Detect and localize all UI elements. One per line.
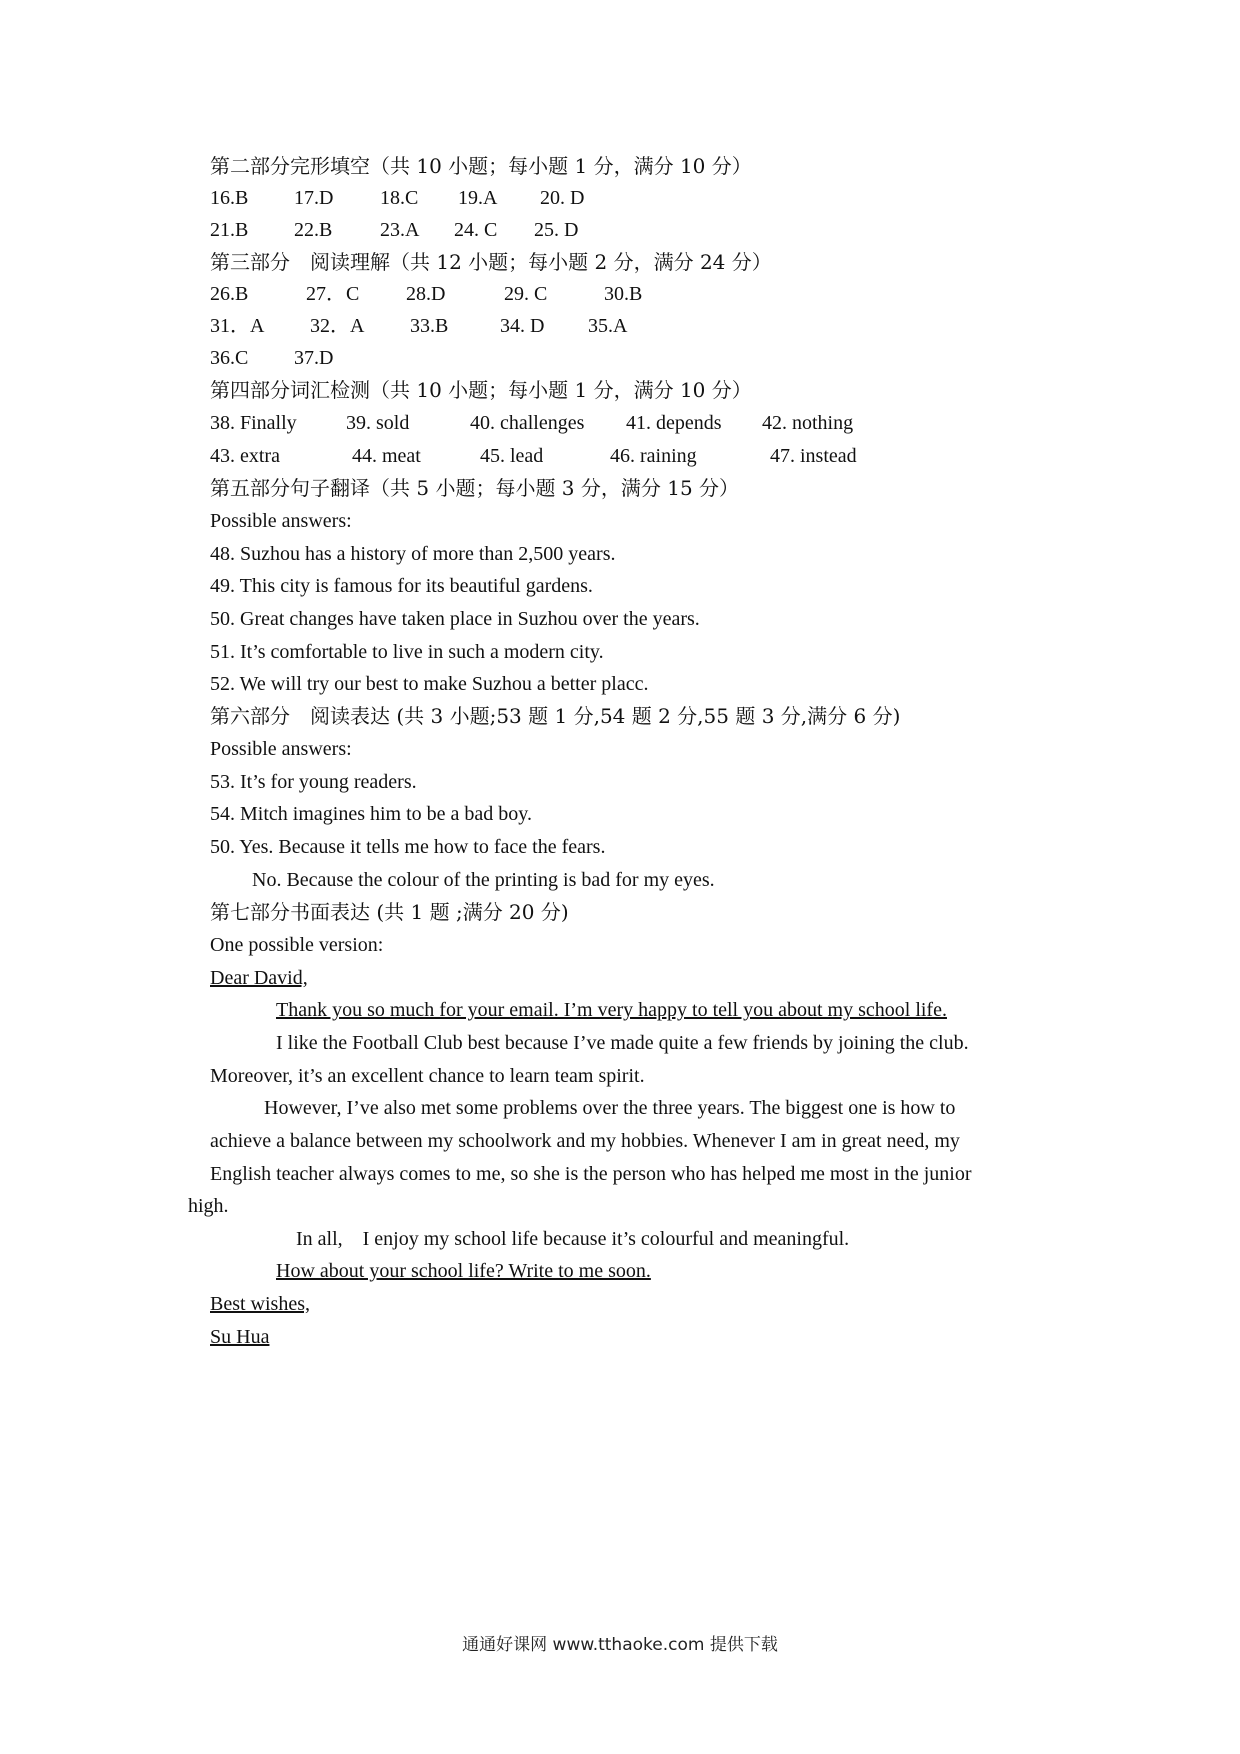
answer-22: 22.B xyxy=(294,219,333,241)
answer-53: 53. It’s for young readers. xyxy=(210,771,417,793)
part5-intro: Possible answers: xyxy=(210,510,352,532)
answer-42: 42. nothing xyxy=(762,412,854,434)
part7-title: 第七部分书面表达 (共 1 题 ;满分 20 分) xyxy=(210,900,569,924)
answer-48: 48. Suzhou has a history of more than 2,500 years. xyxy=(210,543,616,565)
letter-paragraph-1-line-2: Moreover, it’s an excellent chance to learn team spirit. xyxy=(210,1065,645,1087)
letter-opening: Thank you so much for your email. I’m very happy to tell you about my school life. xyxy=(276,999,947,1021)
letter-signature: Su Hua xyxy=(210,1326,270,1348)
answer-19: 19.A xyxy=(458,187,498,209)
answer-24: 24. C xyxy=(454,219,498,241)
answer-41: 41. depends xyxy=(626,412,722,434)
letter-paragraph-3: In all, I enjoy my school life because it’s colourful and meaningful. xyxy=(296,1228,850,1250)
part5-title: 第五部分句子翻译（共 5 小题；每小题 3 分，满分 15 分） xyxy=(210,476,740,500)
answer-18: 18.C xyxy=(380,187,419,209)
answer-17: 17.D xyxy=(294,187,334,209)
answer-51: 51. It’s comfortable to live in such a modern city. xyxy=(210,641,604,663)
answer-33: 33.B xyxy=(410,315,449,337)
part2-title: 第二部分完形填空（共 10 小题；每小题 1 分，满分 10 分） xyxy=(210,154,752,178)
answer-37: 37.D xyxy=(294,347,334,369)
answer-20: 20. D xyxy=(540,187,585,209)
part6-title: 第六部分 阅读表达 (共 3 小题;53 题 1 分,54 题 2 分,55 题 3 分,满分 6 分) xyxy=(210,704,901,728)
answer-21: 21.B xyxy=(210,219,249,241)
letter-paragraph-2-line-3: English teacher always comes to me, so she is the person who has helped me most in the junior xyxy=(210,1163,972,1185)
answer-31: 31．A xyxy=(210,315,265,337)
answer-55-yes: 50. Yes. Because it tells me how to face the fears. xyxy=(210,836,606,858)
letter-sign-off: Best wishes, xyxy=(210,1293,310,1315)
answer-36: 36.C xyxy=(210,347,249,369)
answer-38: 38. Finally xyxy=(210,412,297,434)
part3-title: 第三部分 阅读理解（共 12 小题；每小题 2 分，满分 24 分） xyxy=(210,250,772,274)
part4-title: 第四部分词汇检测（共 10 小题；每小题 1 分，满分 10 分） xyxy=(210,378,752,402)
letter-paragraph-2-line-4: high. xyxy=(188,1195,229,1217)
answer-34: 34. D xyxy=(500,315,545,337)
letter-paragraph-2-line-2: achieve a balance between my schoolwork and my hobbies. Whenever I am in great need, my xyxy=(210,1130,960,1152)
answer-30: 30.B xyxy=(604,283,643,305)
answer-27: 27．C xyxy=(306,283,360,305)
part7-intro: One possible version: xyxy=(210,934,384,956)
answer-32: 32．A xyxy=(310,315,365,337)
answer-43: 43. extra xyxy=(210,445,280,467)
answer-40: 40. challenges xyxy=(470,412,585,434)
answer-39: 39. sold xyxy=(346,412,410,434)
answer-55-no: No. Because the colour of the printing is bad for my eyes. xyxy=(252,869,715,891)
answer-25: 25. D xyxy=(534,219,579,241)
answer-47: 47. instead xyxy=(770,445,857,467)
letter-greeting: Dear David, xyxy=(210,967,308,989)
answer-50: 50. Great changes have taken place in Suzhou over the years. xyxy=(210,608,700,630)
part6-intro: Possible answers: xyxy=(210,738,352,760)
answer-54: 54. Mitch imagines him to be a bad boy. xyxy=(210,803,532,825)
page-footer: 通通好课网 www.tthaoke.com 提供下载 xyxy=(462,1635,778,1655)
answer-26: 26.B xyxy=(210,283,249,305)
answer-49: 49. This city is famous for its beautiful gardens. xyxy=(210,575,593,597)
answer-45: 45. lead xyxy=(480,445,544,467)
answer-16: 16.B xyxy=(210,187,249,209)
answer-52: 52. We will try our best to make Suzhou a better placc. xyxy=(210,673,649,695)
answer-46: 46. raining xyxy=(610,445,697,467)
answer-35: 35.A xyxy=(588,315,628,337)
letter-closing-question: How about your school life? Write to me soon. xyxy=(276,1260,651,1282)
answer-23: 23.A xyxy=(380,219,420,241)
answer-44: 44. meat xyxy=(352,445,421,467)
answer-29: 29. C xyxy=(504,283,548,305)
answer-28: 28.D xyxy=(406,283,446,305)
letter-paragraph-2-line-1: However, I’ve also met some problems over the three years. The biggest one is how to xyxy=(264,1097,956,1119)
letter-paragraph-1-line-1: I like the Football Club best because I’ve made quite a few friends by joining the club. xyxy=(276,1032,969,1054)
